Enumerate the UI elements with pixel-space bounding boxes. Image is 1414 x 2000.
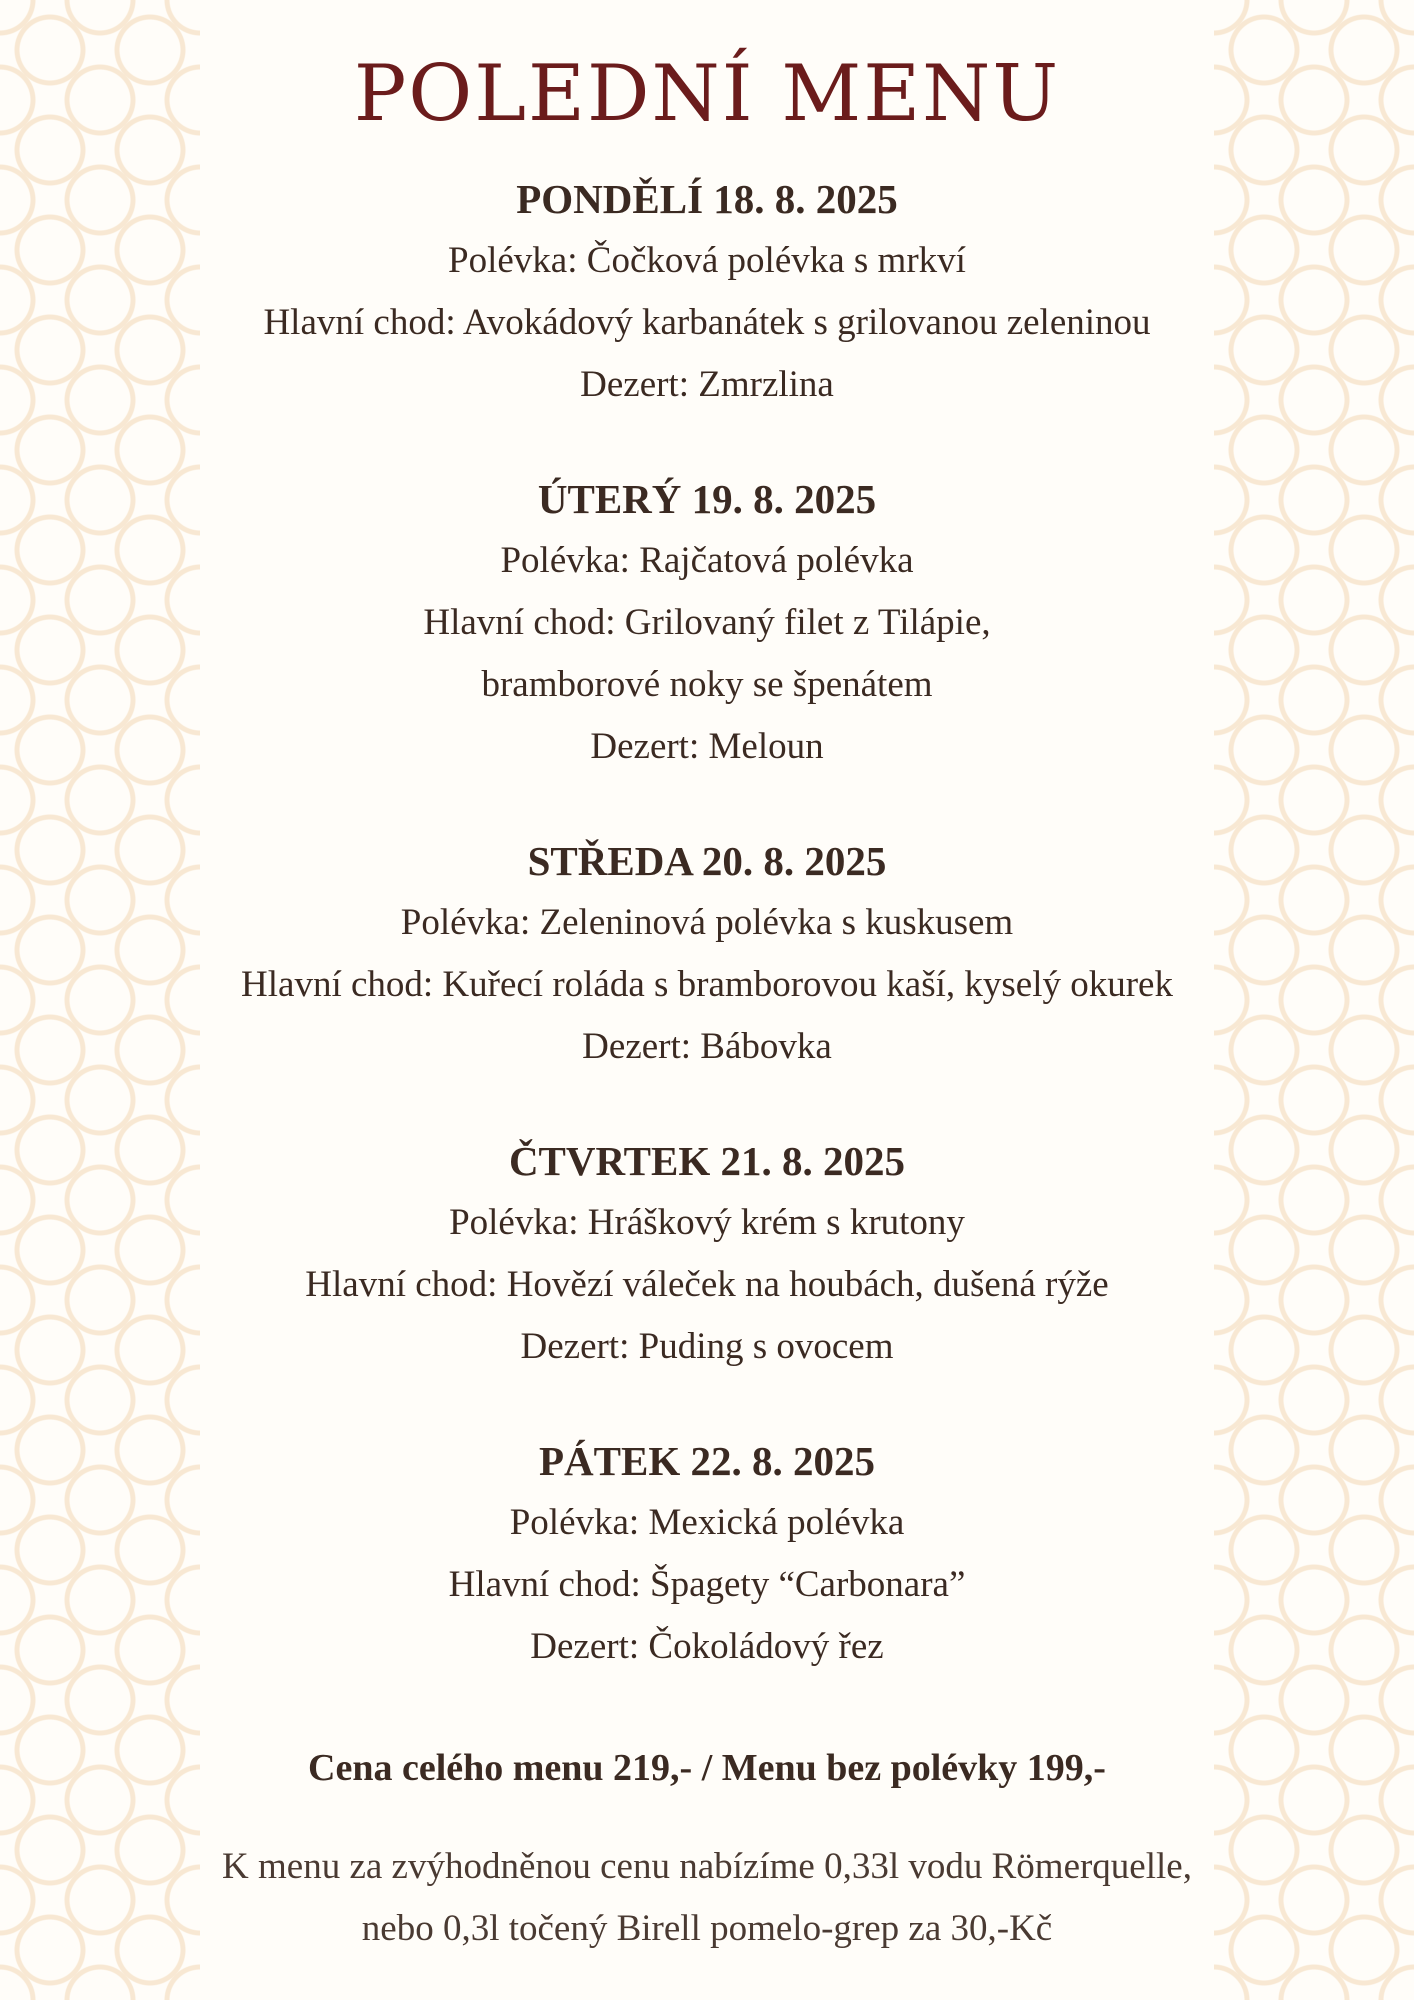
soup-line: Polévka: Hráškový krém s krutony	[449, 1201, 965, 1243]
soup-line: Polévka: Mexická polévka	[509, 1501, 905, 1543]
dessert-line: Dezert: Bábovka	[582, 1025, 832, 1067]
drink-note-line: nebo 0,3l točený Birell pomelo-grep za 30,-Kč	[361, 1907, 1053, 1949]
day-monday	[0, 168, 1414, 416]
day-tuesday	[0, 468, 1414, 778]
dessert-line: Dezert: Zmrzlina	[580, 363, 834, 405]
price-line: Cena celého menu 219,- / Menu bez polévky 199,-	[308, 1746, 1106, 1789]
dessert-line: Dezert: Čokoládový řez	[530, 1625, 884, 1667]
day-heading: ÚTERÝ 19. 8. 2025	[537, 475, 877, 522]
day-heading: STŘEDA 20. 8. 2025	[527, 837, 887, 884]
page-title: POLEDNÍ MENU	[353, 49, 1061, 139]
drink-note-line: K menu za zvýhodněnou cenu nabízíme 0,33l vodu Römerquelle,	[222, 1845, 1192, 1887]
day-heading: PONDĚLÍ 18. 8. 2025	[516, 175, 898, 222]
main-course-line: Hlavní chod: Špagety “Carbonara”	[448, 1563, 966, 1605]
main-course-line: Hlavní chod: Avokádový karbanátek s grilovanou zeleninou	[263, 301, 1151, 343]
soup-line: Polévka: Rajčatová polévka	[500, 539, 914, 581]
day-friday	[0, 1430, 1414, 1678]
day-heading: PÁTEK 22. 8. 2025	[539, 1437, 875, 1484]
day-thursday	[0, 1130, 1414, 1378]
day-wednesday	[0, 830, 1414, 1078]
main-course-line: Hlavní chod: Hovězí váleček na houbách, dušená rýže	[305, 1263, 1109, 1305]
day-heading: ČTVRTEK 21. 8. 2025	[508, 1137, 906, 1184]
dessert-line: Dezert: Puding s ovocem	[520, 1325, 894, 1367]
main-course-line: Hlavní chod: Kuřecí roláda s bramborovou kaší, kyselý okurek	[241, 963, 1173, 1005]
dessert-line: Dezert: Meloun	[590, 725, 824, 767]
main-course-line-continued: bramborové noky se špenátem	[481, 663, 933, 705]
main-course-line: Hlavní chod: Grilovaný filet z Tilápie,	[423, 601, 991, 643]
soup-line: Polévka: Zeleninová polévka s kuskusem	[400, 901, 1014, 943]
drink-note	[0, 1836, 1414, 1960]
soup-line: Polévka: Čočková polévka s mrkví	[448, 239, 966, 281]
